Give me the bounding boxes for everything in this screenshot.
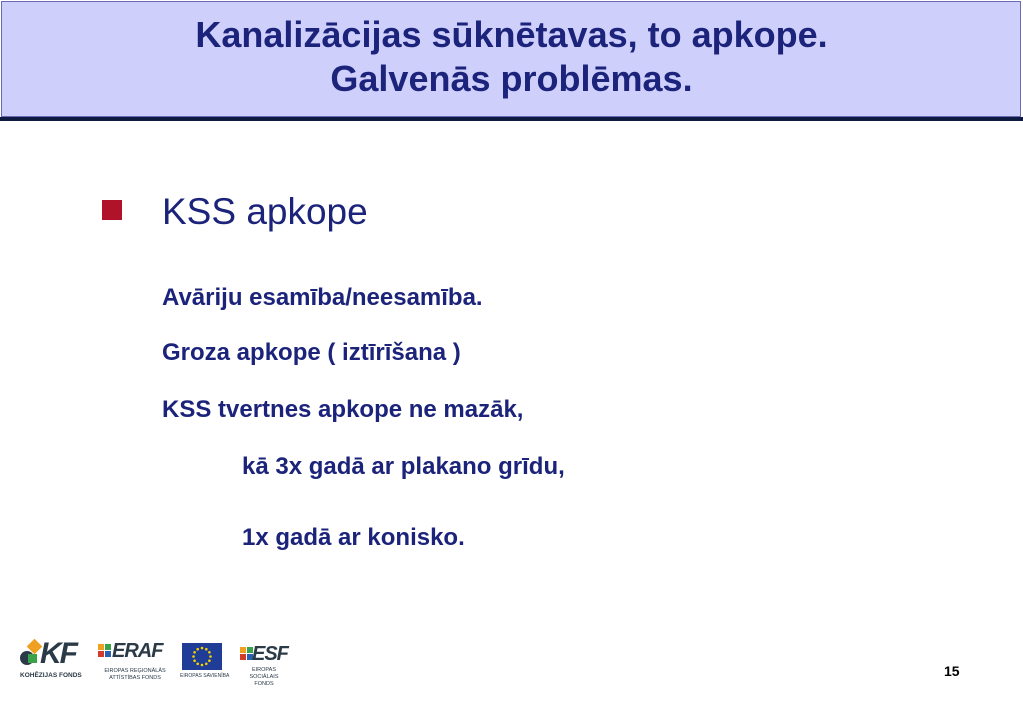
title-divider (0, 117, 1023, 121)
esf-caption (238, 667, 290, 688)
eraf-caption-line-2: ATTĪSTĪBAS FONDS (109, 675, 161, 681)
eu-caption: EIROPAS SAVIENĪBA (180, 673, 230, 679)
kf-logo (20, 637, 92, 685)
body-line-4: kā 3x gadā ar plakano grīdu, (242, 453, 565, 480)
square-bullet-icon (102, 200, 122, 220)
eraf-logo (96, 640, 174, 686)
esf-caption-line-2: FONDS (254, 681, 274, 687)
body-line-1: Avāriju esamība/neesamība. (162, 284, 483, 311)
page-number: 15 (944, 663, 960, 679)
slide-title-line-2: Galvenās problēmas. (330, 58, 693, 99)
esf-logo (238, 643, 290, 687)
kf-mark-icon (20, 641, 40, 665)
kf-caption: KOHĒZIJAS FONDS (20, 672, 82, 679)
eraf-caption-line-1: EIROPAS REĢIONĀLĀS (104, 668, 166, 674)
slide-title-line-1: Kanalizācijas sūknētavas, to apkope. (195, 14, 828, 55)
section-heading: KSS apkope (162, 191, 368, 232)
eu-flag-icon (182, 643, 222, 670)
kf-wordmark: KF (40, 637, 76, 670)
eraf-wordmark: ERAF (112, 640, 163, 662)
body-line-2: Groza apkope ( iztīrīšana ) (162, 339, 461, 366)
body-line-3: KSS tvertnes apkope ne mazāk, (162, 396, 524, 423)
eraf-caption (96, 668, 174, 682)
esf-caption-line-1: EIROPAS SOCIĀLAIS (249, 667, 279, 680)
esf-wordmark: ESF (252, 643, 288, 665)
eu-flag-logo (180, 643, 230, 683)
body-line-5: 1x gadā ar konisko. (242, 524, 465, 551)
slide-title (0, 13, 1023, 101)
